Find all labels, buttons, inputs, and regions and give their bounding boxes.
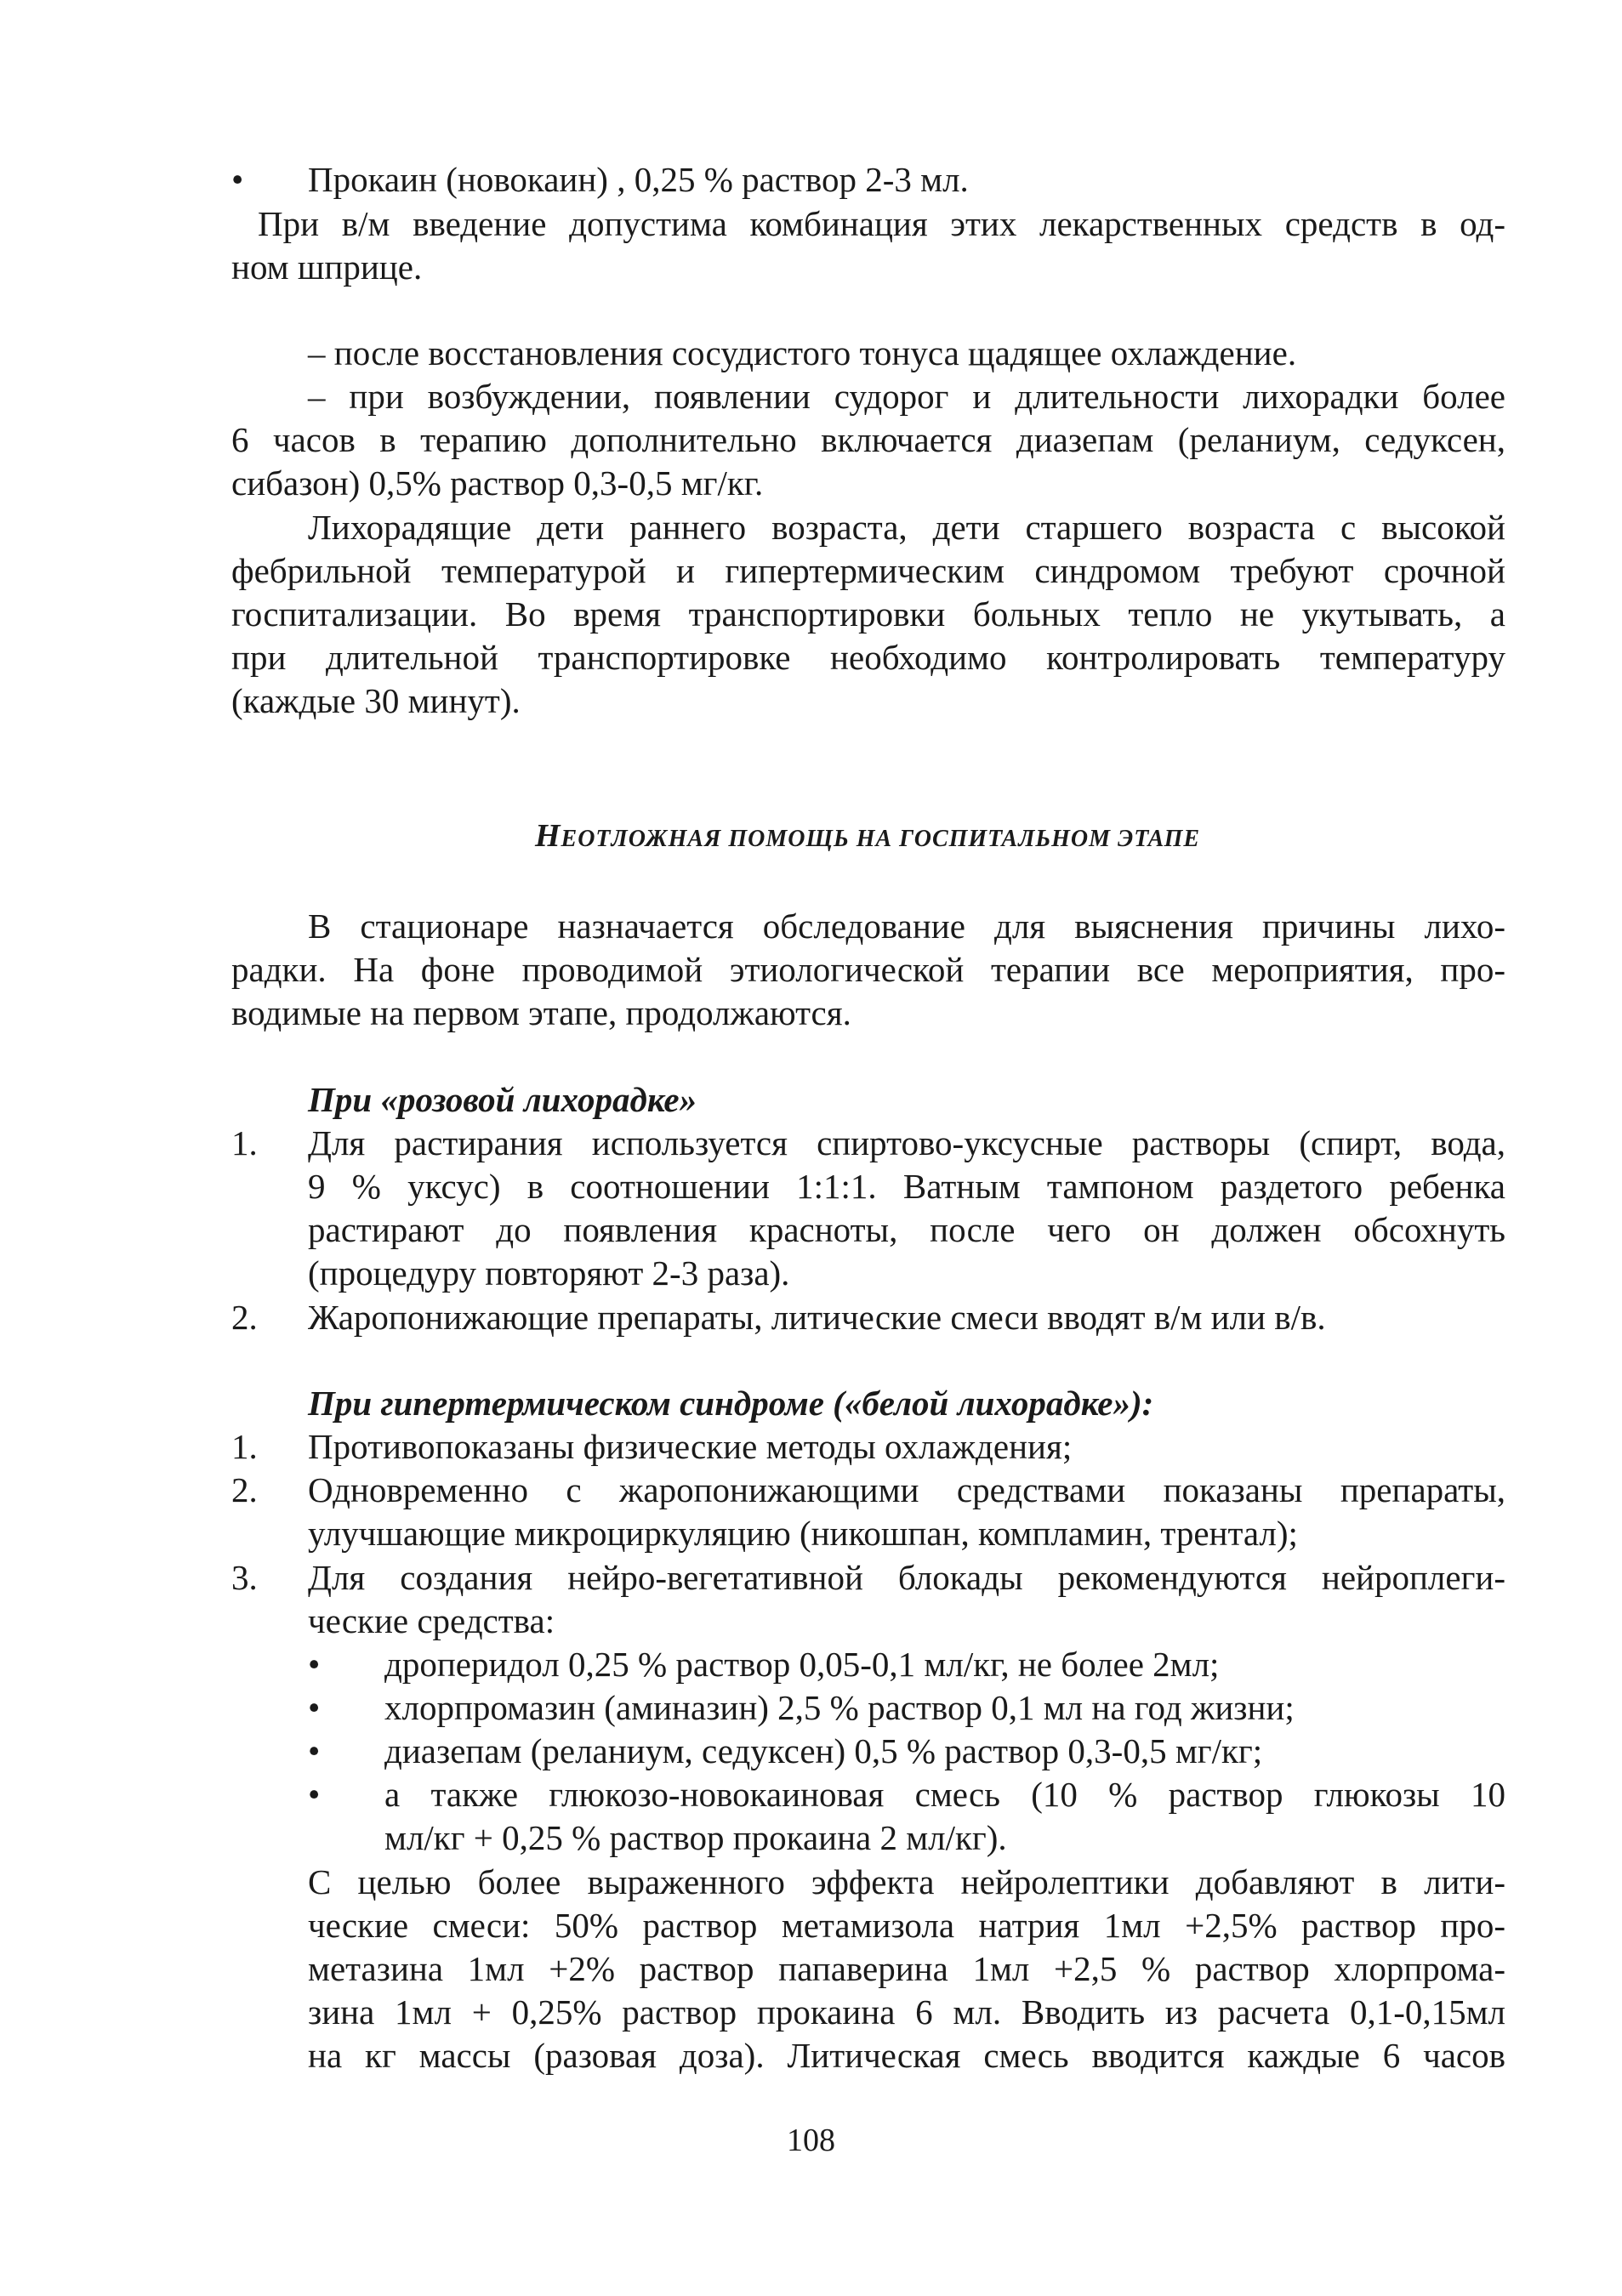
lytic-mix-line-5: на кг массы (разовая доза). Литическая смесь вводится каждые 6 часов [308, 2036, 1505, 2075]
section-heading-initial: Н [534, 818, 561, 854]
im-combination-line-2: ном шприце. [231, 247, 423, 287]
hospitalization-line-2: фебрильной температурой и гипертермическим синдромом требуют срочной [231, 551, 1505, 590]
drug-bullet-line: хлорпромазин (аминазин) 2,5 % раствор 0,1 мл на год жизни; [384, 1688, 1295, 1727]
drug-bullet-line: мл/кг + 0,25 % раствор прокаина 2 мл/кг). [384, 1818, 1007, 1857]
page-number: 108 [787, 2123, 835, 2158]
list-item-line: Противопоказаны физические методы охлаждения; [308, 1427, 1073, 1466]
list-item-line: Для растирания используется спиртово-уксусные растворы (спирт, вода, [308, 1123, 1505, 1162]
measures-line-1: – после восстановления сосудистого тонуса щадящее охлаждение. [308, 333, 1297, 372]
bullet-marker: • [308, 1645, 321, 1684]
list-number: 1. [231, 1427, 258, 1466]
list-item-line: (процедуру повторяют 2-3 раза). [308, 1253, 790, 1293]
bullet-marker: • [308, 1775, 321, 1814]
procaine-bullet-text: Прокаин (новокаин) , 0,25 % раствор 2-3 мл. [308, 160, 969, 199]
list-number: 3. [231, 1558, 258, 1597]
drug-bullet-line: диазепам (реланиум, седуксен) 0,5 % раствор 0,3-0,5 мг/кг; [384, 1731, 1263, 1770]
bullet-marker: • [231, 160, 244, 199]
stationary-line-3: водимые на первом этапе, продолжаются. [231, 993, 851, 1032]
white-fever-heading: При гипертермическом синдроме («белой лихорадке»): [308, 1384, 1154, 1423]
section-heading [230, 815, 1505, 861]
im-combination-line-1: При в/м введение допустима комбинация этих лекарственных средств в од- [258, 204, 1505, 243]
list-number: 1. [231, 1123, 258, 1162]
drug-bullet-line: дроперидол 0,25 % раствор 0,05-0,1 мл/кг, не более 2мл; [384, 1645, 1220, 1684]
list-item-line: 9 % уксус) в соотношении 1:1:1. Ватным тампоном раздетого ребенка [308, 1167, 1505, 1206]
bullet-marker: • [308, 1688, 321, 1727]
hospitalization-line-4: при длительной транспортировке необходимо контролировать температуру [231, 638, 1505, 677]
lytic-mix-line-1: С целью более выраженного эффекта нейролептики добавляют в лити- [308, 1862, 1505, 1901]
stationary-line-2: радки. На фоне проводимой этиологической терапии все мероприятия, про- [231, 950, 1505, 989]
hospitalization-line-5: (каждые 30 минут). [231, 681, 521, 720]
measures-line-2: – при возбуждении, появлении судорог и длительности лихорадки более [308, 377, 1505, 416]
list-item-line: Для создания нейро-вегетативной блокады рекомендуются нейроплеги- [308, 1558, 1505, 1597]
measures-line-3: 6 часов в терапию дополнительно включается диазепам (реланиум, седуксен, [231, 420, 1505, 459]
pink-fever-heading: При «розовой лихорадке» [308, 1080, 697, 1119]
list-item-line: ческие средства: [308, 1601, 555, 1640]
lytic-mix-line-3: метазина 1мл +2% раствор папаверина 1мл +2,5 % раствор хлорпрома- [308, 1949, 1505, 1988]
lytic-mix-line-4: зина 1мл + 0,25% раствор прокаина 6 мл. Вводить из расчета 0,1-0,15мл [308, 1992, 1505, 2032]
list-item-line: улучшающие микроциркуляцию (никошпан, компламин, трентал); [308, 1514, 1298, 1553]
stationary-line-1: В стационаре назначается обследование для выяснения причины лихо- [308, 906, 1505, 946]
list-number: 2. [231, 1470, 258, 1509]
section-heading-rest: ЕОТЛОЖНАЯ ПОМОЩЬ НА ГОСПИТАЛЬНОМ ЭТАПЕ [561, 826, 1201, 852]
list-item-line: Одновременно с жаропонижающими средствами показаны препараты, [308, 1470, 1505, 1509]
list-item-line: Жаропонижающие препараты, литические смеси вводят в/м или в/в. [308, 1298, 1326, 1337]
drug-bullet-line: а также глюкозо-новокаиновая смесь (10 % раствор глюкозы 10 [384, 1775, 1505, 1814]
list-number: 2. [231, 1298, 258, 1337]
lytic-mix-line-2: ческие смеси: 50% раствор метамизола натрия 1мл +2,5% раствор про- [308, 1906, 1505, 1945]
list-item-line: растирают до появления красноты, после чего он должен обсохнуть [308, 1210, 1505, 1249]
measures-line-4: сибазон) 0,5% раствор 0,3-0,5 мг/кг. [231, 463, 764, 503]
hospitalization-line-1: Лихорадящие дети раннего возраста, дети старшего возраста с высокой [308, 508, 1505, 547]
hospitalization-line-3: госпитализации. Во время транспортировки больных тепло не укутывать, а [231, 594, 1505, 634]
bullet-marker: • [308, 1731, 321, 1770]
